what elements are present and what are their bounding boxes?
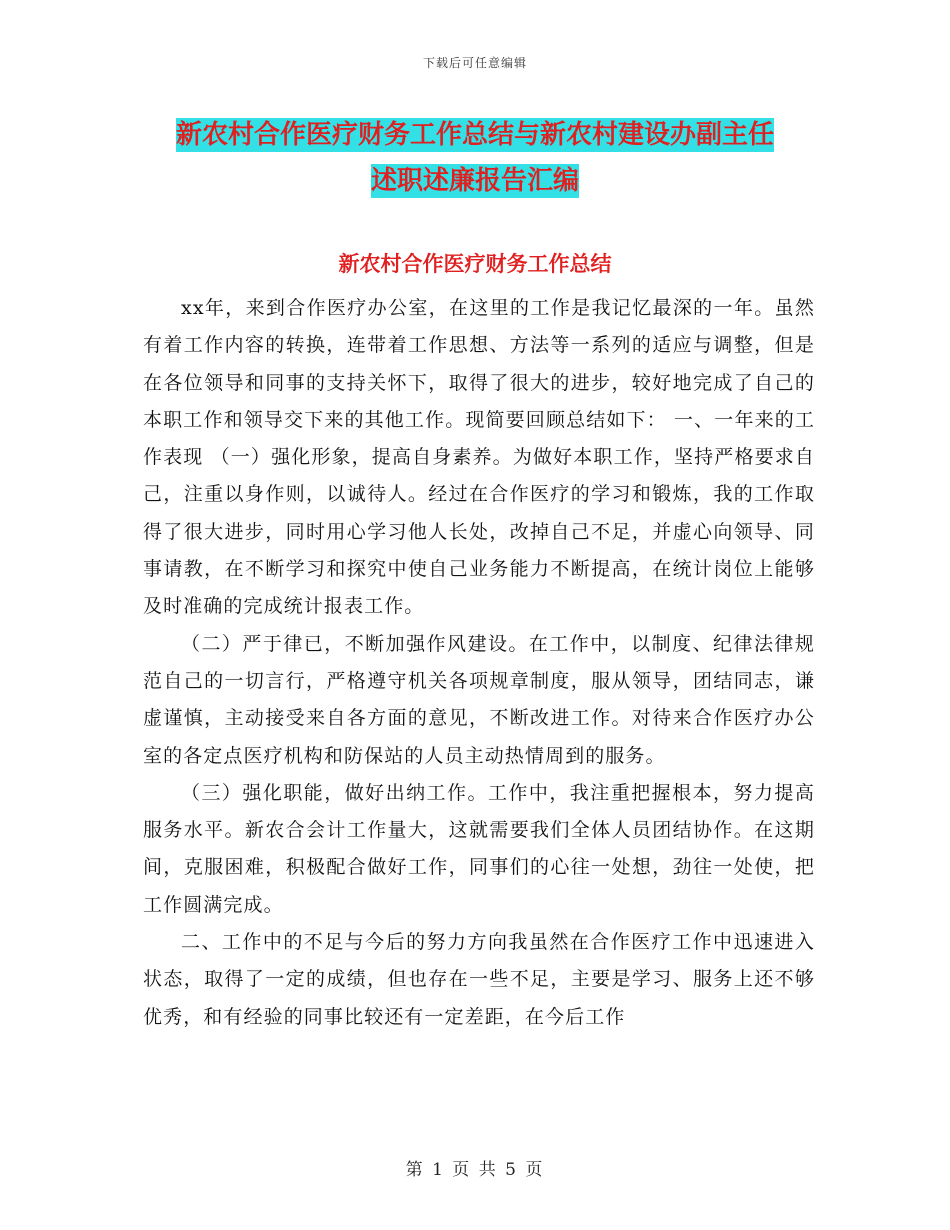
page-number: 第 1 页 共 5 页 bbox=[405, 1160, 545, 1180]
document-body bbox=[143, 290, 815, 1036]
paragraph-2: （二）严于律已，不断加强作风建设。在工作中，以制度、纪律法律规范自己的一切言行，严格遵守机关各项规章制度，服从领导，团结同志，谦虚谨慎，主动接受来自各方面的意见，不断改进工作。对待来合作医疗办公室的各定点医疗机构和防保站的人员主动热情周到的服务。 bbox=[143, 632, 815, 767]
paragraph-1: xx年，来到合作医疗办公室，在这里的工作是我记忆最深的一年。虽然有着工作内容的转换，连带着工作思想、方法等一系列的适应与调整，但是在各位领导和同事的支持关怀下，取得了很大的进步，较好地完成了自己的本职工作和领导交下来的其他工作。现简要回顾总结如下： 一、一年来的工作表现 （一）强化形象，提高自身素养。为做好本职工作，坚持严格要求自己，注重以身作则，以诚待人。经过在合作医疗的学习和锻炼，我的工作取得了很大进步，同时用心学习他人长处，改掉自己不足，并虚心向领导、同事请教，在不断学习和探究中使自己业务能力不断提高，在统计岗位上能够及时准确的完成统计报表工作。 bbox=[143, 297, 815, 618]
document-title-line-2: 述职述廉报告汇编 bbox=[370, 166, 579, 196]
paragraph-3: （三）强化职能，做好出纳工作。工作中，我注重把握根本，努力提高服务水平。新农合会计工作量大，这就需要我们全体人员团结协作。在这期间，克服困难，积极配合做好工作，同事们的心往一处想，劲往一处使，把工作圆满完成。 bbox=[143, 781, 815, 916]
document-title-line-1: 新农村合作医疗财务工作总结与新农村建设办副主任 bbox=[175, 120, 774, 150]
page-header-note: 下载后可任意编辑 bbox=[422, 56, 527, 70]
section-title: 新农村合作医疗财务工作总结 bbox=[338, 251, 612, 276]
document-title bbox=[0, 112, 950, 204]
paragraph-4: 二、工作中的不足与今后的努力方向我虽然在合作医疗工作中迅速进入状态，取得了一定的成绩，但也存在一些不足，主要是学习、服务上还不够优秀，和有经验的同事比较还有一定差距，在今后工作 bbox=[143, 931, 815, 1028]
